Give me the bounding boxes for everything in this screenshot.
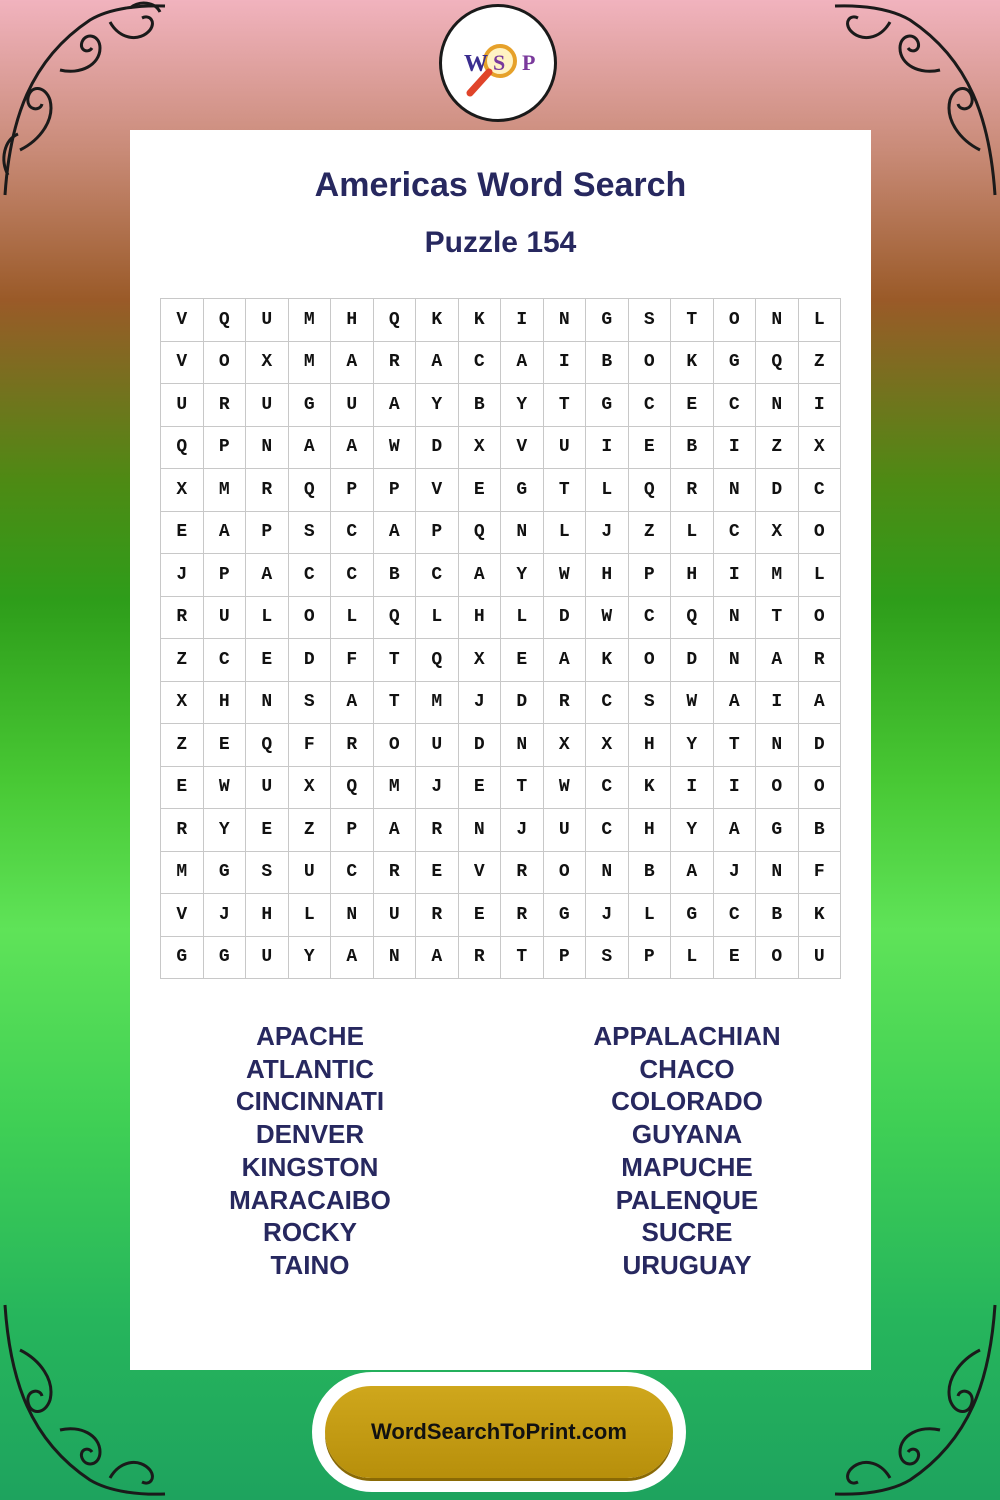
grid-cell[interactable]: V xyxy=(161,342,204,385)
grid-cell[interactable]: E xyxy=(459,767,502,810)
grid-cell[interactable]: T xyxy=(544,384,587,427)
grid-cell[interactable]: T xyxy=(714,724,757,767)
grid-cell[interactable]: X xyxy=(544,724,587,767)
grid-cell[interactable]: U xyxy=(161,384,204,427)
word-item: ATLANTIC xyxy=(245,1053,375,1084)
grid-cell[interactable]: O xyxy=(799,597,842,640)
grid-cell[interactable]: N xyxy=(756,299,799,342)
grid-cell[interactable]: J xyxy=(161,554,204,597)
grid-cell[interactable]: L xyxy=(629,894,672,937)
grid-cell[interactable]: R xyxy=(671,469,714,512)
grid-cell[interactable]: R xyxy=(416,894,459,937)
grid-cell[interactable]: D xyxy=(756,469,799,512)
grid-cell[interactable]: L xyxy=(799,554,842,597)
grid-cell[interactable]: T xyxy=(671,299,714,342)
grid-cell[interactable]: K xyxy=(459,299,502,342)
grid-cell[interactable]: C xyxy=(204,639,247,682)
grid-cell[interactable]: F xyxy=(331,639,374,682)
grid-cell[interactable]: M xyxy=(204,469,247,512)
grid-cell[interactable]: S xyxy=(629,682,672,725)
grid-cell[interactable]: A xyxy=(799,682,842,725)
grid-cell[interactable]: T xyxy=(756,597,799,640)
grid-cell[interactable]: R xyxy=(374,342,417,385)
grid-cell[interactable]: J xyxy=(586,512,629,555)
grid-cell[interactable]: H xyxy=(331,299,374,342)
grid-cell[interactable]: A xyxy=(714,809,757,852)
svg-text:P: P xyxy=(522,50,536,75)
grid-cell[interactable]: H xyxy=(629,724,672,767)
grid-cell[interactable]: U xyxy=(246,384,289,427)
grid-cell[interactable]: G xyxy=(756,809,799,852)
grid-cell[interactable]: C xyxy=(586,682,629,725)
grid-cell[interactable]: P xyxy=(204,427,247,470)
grid-cell[interactable]: B xyxy=(629,852,672,895)
grid-cell[interactable]: M xyxy=(289,342,332,385)
grid-cell[interactable]: I xyxy=(714,554,757,597)
grid-cell[interactable]: C xyxy=(331,554,374,597)
grid-cell[interactable]: Q xyxy=(204,299,247,342)
grid-cell[interactable]: Y xyxy=(289,937,332,980)
grid-cell[interactable]: U xyxy=(246,299,289,342)
grid-cell[interactable]: P xyxy=(544,937,587,980)
grid-cell[interactable]: L xyxy=(586,469,629,512)
grid-cell[interactable]: J xyxy=(416,767,459,810)
grid-cell[interactable]: X xyxy=(459,427,502,470)
grid-cell[interactable]: X xyxy=(246,342,289,385)
grid-cell[interactable]: A xyxy=(374,384,417,427)
grid-cell[interactable]: Z xyxy=(161,724,204,767)
grid-cell[interactable]: C xyxy=(331,512,374,555)
grid-cell[interactable]: D xyxy=(671,639,714,682)
grid-cell[interactable]: Y xyxy=(501,384,544,427)
grid-cell[interactable]: N xyxy=(756,852,799,895)
grid-cell[interactable]: R xyxy=(799,639,842,682)
grid-cell[interactable]: D xyxy=(799,724,842,767)
word-item: ROCKY xyxy=(263,1217,357,1248)
grid-cell[interactable]: W xyxy=(204,767,247,810)
grid-cell[interactable]: A xyxy=(501,342,544,385)
grid-cell[interactable]: T xyxy=(374,682,417,725)
grid-cell[interactable]: G xyxy=(544,894,587,937)
grid-cell[interactable]: C xyxy=(289,554,332,597)
grid-cell[interactable]: R xyxy=(501,852,544,895)
grid-cell[interactable]: X xyxy=(161,469,204,512)
grid-cell[interactable]: G xyxy=(204,852,247,895)
grid-cell[interactable]: M xyxy=(161,852,204,895)
grid-cell[interactable]: Q xyxy=(246,724,289,767)
grid-cell[interactable]: B xyxy=(374,554,417,597)
grid-cell[interactable]: L xyxy=(671,937,714,980)
grid-cell[interactable]: D xyxy=(544,597,587,640)
grid-cell[interactable]: R xyxy=(161,597,204,640)
grid-cell[interactable]: M xyxy=(416,682,459,725)
grid-cell[interactable]: Q xyxy=(416,639,459,682)
grid-cell[interactable]: P xyxy=(416,512,459,555)
grid-cell[interactable]: G xyxy=(714,342,757,385)
grid-cell[interactable]: F xyxy=(289,724,332,767)
grid-cell[interactable]: R xyxy=(544,682,587,725)
grid-cell[interactable]: P xyxy=(331,809,374,852)
grid-cell[interactable]: X xyxy=(586,724,629,767)
grid-cell[interactable]: C xyxy=(629,597,672,640)
grid-cell[interactable]: B xyxy=(799,809,842,852)
grid-cell[interactable]: S xyxy=(586,937,629,980)
grid-cell[interactable]: A xyxy=(416,937,459,980)
grid-cell[interactable]: D xyxy=(416,427,459,470)
grid-cell[interactable]: E xyxy=(459,894,502,937)
grid-cell[interactable]: X xyxy=(799,427,842,470)
grid-cell[interactable]: C xyxy=(586,767,629,810)
grid-cell[interactable]: J xyxy=(586,894,629,937)
grid-cell[interactable]: N xyxy=(714,469,757,512)
grid-cell[interactable]: K xyxy=(671,342,714,385)
grid-cell[interactable]: N xyxy=(586,852,629,895)
grid-cell[interactable]: Y xyxy=(671,809,714,852)
grid-cell[interactable]: A xyxy=(331,682,374,725)
grid-cell[interactable]: T xyxy=(544,469,587,512)
grid-cell[interactable]: H xyxy=(671,554,714,597)
grid-cell[interactable]: X xyxy=(161,682,204,725)
grid-cell[interactable]: C xyxy=(799,469,842,512)
grid-cell[interactable]: S xyxy=(289,682,332,725)
grid-cell[interactable]: I xyxy=(501,299,544,342)
grid-cell[interactable]: U xyxy=(416,724,459,767)
grid-cell[interactable]: N xyxy=(756,384,799,427)
grid-cell[interactable]: Q xyxy=(671,597,714,640)
grid-cell[interactable]: L xyxy=(289,894,332,937)
grid-cell[interactable]: Y xyxy=(671,724,714,767)
grid-cell[interactable]: E xyxy=(671,384,714,427)
grid-cell[interactable]: P xyxy=(629,937,672,980)
grid-cell[interactable]: V xyxy=(501,427,544,470)
grid-cell[interactable]: B xyxy=(459,384,502,427)
grid-cell[interactable]: N xyxy=(756,724,799,767)
grid-cell[interactable]: V xyxy=(161,894,204,937)
grid-cell[interactable]: O xyxy=(629,342,672,385)
grid-cell[interactable]: R xyxy=(246,469,289,512)
grid-cell[interactable]: O xyxy=(799,767,842,810)
word-item: COLORADO xyxy=(611,1086,763,1117)
grid-cell[interactable]: N xyxy=(501,512,544,555)
grid-cell[interactable]: P xyxy=(629,554,672,597)
grid-cell[interactable]: C xyxy=(714,512,757,555)
grid-cell[interactable]: X xyxy=(459,639,502,682)
wsp-logo[interactable] xyxy=(439,4,557,122)
grid-cell[interactable]: O xyxy=(756,937,799,980)
grid-cell[interactable]: T xyxy=(501,767,544,810)
grid-cell[interactable]: E xyxy=(204,724,247,767)
grid-cell[interactable]: D xyxy=(459,724,502,767)
grid-cell[interactable]: M xyxy=(374,767,417,810)
grid-cell[interactable]: J xyxy=(204,894,247,937)
grid-cell[interactable]: Q xyxy=(459,512,502,555)
grid-cell[interactable]: O xyxy=(714,299,757,342)
svg-text:W: W xyxy=(464,51,488,77)
grid-cell[interactable]: I xyxy=(714,427,757,470)
grid-cell[interactable]: G xyxy=(289,384,332,427)
grid-cell[interactable]: Q xyxy=(161,427,204,470)
grid-cell[interactable]: W xyxy=(671,682,714,725)
puzzle-number: Puzzle 154 xyxy=(424,226,577,259)
grid-cell[interactable]: B xyxy=(671,427,714,470)
grid-cell[interactable]: I xyxy=(544,342,587,385)
word-item: MARACAIBO xyxy=(229,1184,391,1215)
grid-cell[interactable]: L xyxy=(416,597,459,640)
word-item: TAINO xyxy=(270,1249,350,1280)
grid-cell[interactable]: E xyxy=(416,852,459,895)
grid-cell[interactable]: Q xyxy=(289,469,332,512)
grid-cell[interactable]: Z xyxy=(799,342,842,385)
grid-cell[interactable]: E xyxy=(501,639,544,682)
grid-cell[interactable]: G xyxy=(161,937,204,980)
grid-cell[interactable]: I xyxy=(799,384,842,427)
grid-cell[interactable]: G xyxy=(204,937,247,980)
grid-cell[interactable]: Z xyxy=(756,427,799,470)
grid-cell[interactable]: N xyxy=(246,682,289,725)
grid-cell[interactable]: A xyxy=(289,427,332,470)
grid-cell[interactable]: Y xyxy=(416,384,459,427)
grid-cell[interactable]: E xyxy=(459,469,502,512)
grid-cell[interactable]: R xyxy=(416,809,459,852)
grid-cell[interactable]: Y xyxy=(501,554,544,597)
grid-cell[interactable]: O xyxy=(544,852,587,895)
grid-cell[interactable]: I xyxy=(714,767,757,810)
grid-cell[interactable]: Z xyxy=(629,512,672,555)
grid-cell[interactable]: W xyxy=(544,554,587,597)
grid-cell[interactable]: Y xyxy=(204,809,247,852)
grid-cell[interactable]: N xyxy=(246,427,289,470)
word-item: MAPUCHE xyxy=(621,1151,753,1182)
grid-cell[interactable]: U xyxy=(374,894,417,937)
grid-cell[interactable]: E xyxy=(246,809,289,852)
grid-cell[interactable]: O xyxy=(204,342,247,385)
grid-cell[interactable]: L xyxy=(544,512,587,555)
grid-cell[interactable]: O xyxy=(289,597,332,640)
grid-cell[interactable]: R xyxy=(459,937,502,980)
grid-cell[interactable]: H xyxy=(629,809,672,852)
word-item: DENVER xyxy=(255,1119,365,1150)
grid-cell[interactable]: Q xyxy=(331,767,374,810)
grid-cell[interactable]: A xyxy=(756,639,799,682)
grid-cell[interactable]: G xyxy=(586,299,629,342)
grid-cell[interactable]: M xyxy=(289,299,332,342)
grid-cell[interactable]: Q xyxy=(374,299,417,342)
grid-cell[interactable]: K xyxy=(586,639,629,682)
grid-cell[interactable]: N xyxy=(501,724,544,767)
grid-cell[interactable]: A xyxy=(246,554,289,597)
grid-cell[interactable]: D xyxy=(289,639,332,682)
grid-cell[interactable]: T xyxy=(501,937,544,980)
grid-cell[interactable]: G xyxy=(586,384,629,427)
grid-cell[interactable]: A xyxy=(204,512,247,555)
grid-cell[interactable]: V xyxy=(161,299,204,342)
grid-cell[interactable]: L xyxy=(246,597,289,640)
grid-cell[interactable]: H xyxy=(586,554,629,597)
grid-cell[interactable]: J xyxy=(501,809,544,852)
grid-cell[interactable]: A xyxy=(544,639,587,682)
grid-cell[interactable]: G xyxy=(671,894,714,937)
grid-cell[interactable]: H xyxy=(246,894,289,937)
grid-cell[interactable]: L xyxy=(501,597,544,640)
grid-cell[interactable]: C xyxy=(714,384,757,427)
grid-cell[interactable]: R xyxy=(501,894,544,937)
grid-cell[interactable]: Z xyxy=(161,639,204,682)
grid-cell[interactable]: C xyxy=(416,554,459,597)
grid-cell[interactable]: K xyxy=(416,299,459,342)
grid-cell[interactable]: N xyxy=(714,639,757,682)
grid-cell[interactable]: G xyxy=(501,469,544,512)
word-item: GUYANA xyxy=(631,1119,743,1150)
grid-cell[interactable]: U xyxy=(544,427,587,470)
grid-cell[interactable]: K xyxy=(799,894,842,937)
grid-cell[interactable]: N xyxy=(374,937,417,980)
grid-cell[interactable]: P xyxy=(204,554,247,597)
grid-cell[interactable]: R xyxy=(204,384,247,427)
word-item: SUCRE xyxy=(641,1217,733,1248)
grid-cell[interactable]: O xyxy=(799,512,842,555)
grid-cell[interactable]: W xyxy=(374,427,417,470)
grid-cell[interactable]: E xyxy=(161,512,204,555)
grid-cell[interactable]: I xyxy=(756,682,799,725)
grid-cell[interactable]: S xyxy=(629,299,672,342)
grid-cell[interactable]: H xyxy=(459,597,502,640)
grid-cell[interactable]: P xyxy=(246,512,289,555)
grid-cell[interactable]: C xyxy=(459,342,502,385)
grid-cell[interactable]: L xyxy=(331,597,374,640)
grid-cell[interactable]: Q xyxy=(629,469,672,512)
grid-cell[interactable]: L xyxy=(799,299,842,342)
word-list-left xyxy=(130,1020,490,1282)
grid-cell[interactable]: M xyxy=(756,554,799,597)
grid-cell[interactable]: A xyxy=(374,809,417,852)
grid-cell[interactable]: B xyxy=(586,342,629,385)
grid-cell[interactable]: V xyxy=(459,852,502,895)
grid-cell[interactable]: N xyxy=(714,597,757,640)
grid-cell[interactable]: I xyxy=(671,767,714,810)
grid-cell[interactable]: A xyxy=(331,937,374,980)
grid-cell[interactable]: O xyxy=(756,767,799,810)
grid-cell[interactable]: U xyxy=(544,809,587,852)
grid-cell[interactable]: C xyxy=(586,809,629,852)
grid-cell[interactable]: E xyxy=(246,639,289,682)
grid-cell[interactable]: U xyxy=(204,597,247,640)
grid-cell[interactable]: D xyxy=(501,682,544,725)
grid-cell[interactable]: X xyxy=(756,512,799,555)
grid-cell[interactable]: E xyxy=(161,767,204,810)
grid-cell[interactable]: H xyxy=(204,682,247,725)
grid-cell[interactable]: I xyxy=(586,427,629,470)
word-item: APACHE xyxy=(256,1021,364,1051)
grid-cell[interactable]: W xyxy=(586,597,629,640)
grid-cell[interactable]: E xyxy=(714,937,757,980)
grid-cell[interactable]: A xyxy=(714,682,757,725)
grid-cell[interactable]: W xyxy=(544,767,587,810)
grid-cell[interactable]: F xyxy=(799,852,842,895)
grid-cell[interactable]: L xyxy=(671,512,714,555)
grid-cell[interactable]: X xyxy=(289,767,332,810)
grid-cell[interactable]: P xyxy=(374,469,417,512)
word-item: APPALACHIAN xyxy=(593,1021,781,1051)
grid-cell[interactable]: E xyxy=(629,427,672,470)
grid-cell[interactable]: R xyxy=(331,724,374,767)
grid-cell[interactable]: Q xyxy=(756,342,799,385)
puzzle-card xyxy=(130,130,871,1370)
website-button[interactable]: WordSearchToPrint.com xyxy=(325,1386,673,1478)
grid-cell[interactable]: C xyxy=(714,894,757,937)
grid-cell[interactable]: N xyxy=(331,894,374,937)
word-list-right xyxy=(507,1020,867,1282)
grid-cell[interactable]: U xyxy=(246,767,289,810)
grid-cell[interactable]: J xyxy=(459,682,502,725)
grid-cell[interactable]: T xyxy=(374,639,417,682)
grid-cell[interactable]: A xyxy=(459,554,502,597)
grid-cell[interactable]: U xyxy=(331,384,374,427)
grid-cell[interactable]: U xyxy=(289,852,332,895)
grid-cell[interactable]: O xyxy=(629,639,672,682)
grid-cell[interactable]: C xyxy=(331,852,374,895)
word-item: CINCINNATI xyxy=(235,1086,385,1117)
grid-cell[interactable]: C xyxy=(629,384,672,427)
grid-cell[interactable]: U xyxy=(246,937,289,980)
letter-grid xyxy=(160,298,841,979)
grid-cell[interactable]: S xyxy=(289,512,332,555)
grid-cell[interactable]: A xyxy=(331,427,374,470)
word-item: KINGSTON xyxy=(241,1151,379,1182)
grid-cell[interactable]: P xyxy=(331,469,374,512)
grid-cell[interactable]: A xyxy=(374,512,417,555)
page-title: Americas Word Search xyxy=(314,166,687,204)
word-item: URUGUAY xyxy=(622,1249,752,1280)
word-item: PALENQUE xyxy=(615,1184,759,1215)
grid-cell[interactable]: K xyxy=(629,767,672,810)
grid-cell[interactable]: A xyxy=(331,342,374,385)
grid-cell[interactable]: O xyxy=(374,724,417,767)
grid-cell[interactable]: R xyxy=(161,809,204,852)
grid-cell[interactable]: A xyxy=(671,852,714,895)
grid-cell[interactable]: U xyxy=(799,937,842,980)
grid-cell[interactable]: Z xyxy=(289,809,332,852)
grid-cell[interactable]: A xyxy=(416,342,459,385)
grid-cell[interactable]: J xyxy=(714,852,757,895)
grid-cell[interactable]: R xyxy=(374,852,417,895)
grid-cell[interactable]: B xyxy=(756,894,799,937)
grid-cell[interactable]: S xyxy=(246,852,289,895)
word-item: CHACO xyxy=(639,1053,735,1084)
grid-cell[interactable]: N xyxy=(459,809,502,852)
grid-cell[interactable]: Q xyxy=(374,597,417,640)
grid-cell[interactable]: N xyxy=(544,299,587,342)
grid-cell[interactable]: V xyxy=(416,469,459,512)
svg-text:S: S xyxy=(493,50,506,75)
